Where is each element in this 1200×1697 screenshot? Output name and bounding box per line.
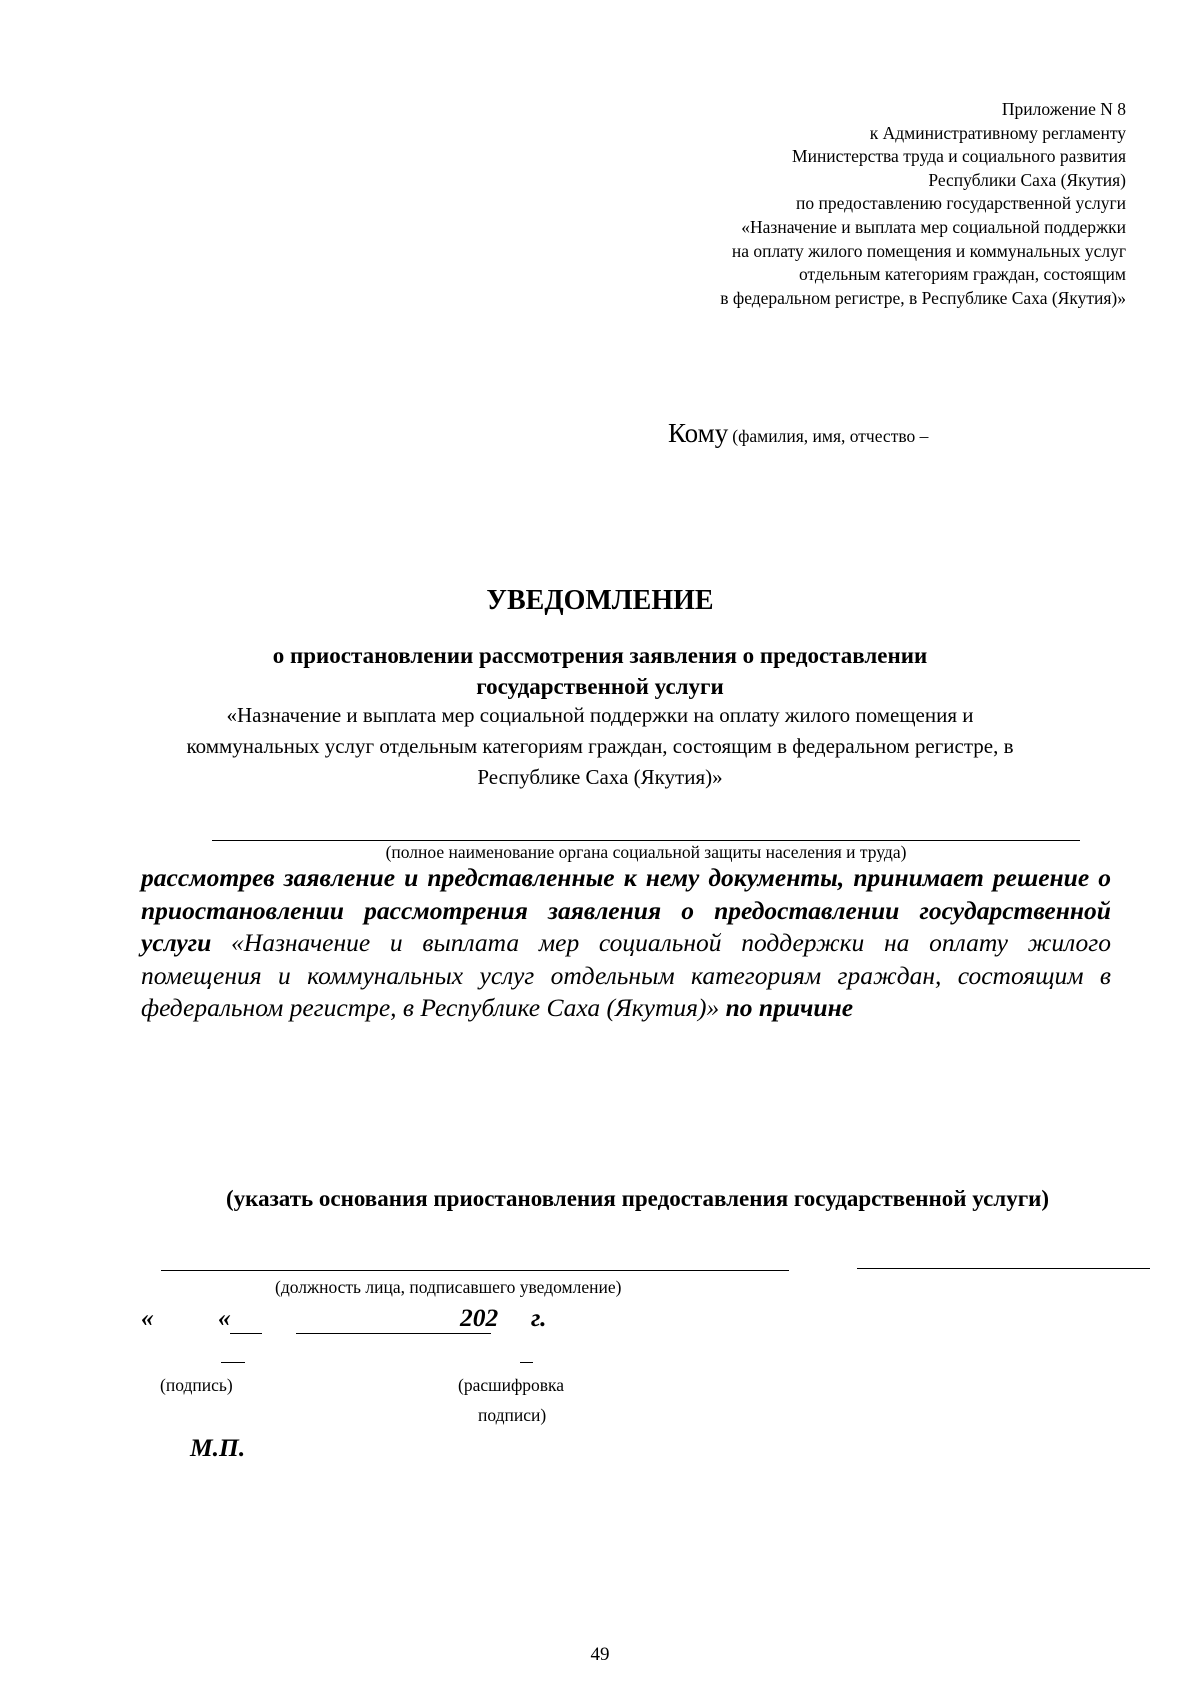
appendix-line: по предоставлению государственной услуги — [796, 193, 1126, 214]
signature-blank-line — [221, 1362, 245, 1363]
position-line — [161, 1270, 789, 1271]
appendix-line: отдельным категориям граждан, состоящим — [798, 264, 1126, 285]
decision-reason: по причине — [725, 993, 854, 1022]
service-name-line: коммунальных услуг отдельным категориям граждан, состоящим в федеральном регистре, в — [186, 734, 1014, 758]
appendix-line: в федеральном регистре, в Республике Саха (Якутия)» — [720, 287, 1126, 308]
signature-caption: (подпись) — [160, 1375, 233, 1395]
appendix-line: Министерства труда и социального развития — [792, 146, 1126, 167]
service-name-line: Республике Саха (Якутия)» — [477, 765, 723, 789]
position-caption: (должность лица, подписавшего уведомление) — [275, 1277, 622, 1297]
stamp-place: М.П. — [190, 1433, 246, 1462]
appendix-line: на оплату жилого помещения и коммунальных услуг — [731, 240, 1126, 261]
appendix-line: Приложение N 8 — [1001, 99, 1126, 119]
appendix-line: Республики Саха (Якутия) — [928, 169, 1126, 190]
suspension-basis: (указать основания приостановления предоставления государственной услуги) — [226, 1186, 1050, 1211]
subtitle-line: государственной услуги — [476, 674, 724, 699]
addressee — [668, 418, 928, 449]
addressee-note: (фамилия, имя, отчество – — [732, 426, 929, 446]
date-quote-open: « — [218, 1303, 231, 1332]
addressee-label: Кому — [668, 418, 729, 448]
signature-line — [857, 1268, 1150, 1269]
appendix-line: к Административному регламенту — [869, 122, 1126, 143]
service-name — [120, 700, 1080, 793]
appendix-header — [566, 98, 1126, 310]
organ-name-line — [212, 840, 1080, 841]
date-year: 202 — [460, 1303, 499, 1332]
decision-paragraph — [141, 862, 1111, 1025]
document-title: УВЕДОМЛЕНИЕ — [486, 585, 714, 616]
month-blank-line — [296, 1333, 491, 1334]
document-subtitle — [150, 640, 1050, 702]
day-blank-line — [230, 1333, 262, 1334]
decoding-caption: (расшифровка — [458, 1375, 565, 1395]
page-number: 49 — [590, 1644, 610, 1665]
decoding-caption: подписи) — [478, 1405, 547, 1425]
decision-text: рассмотрев заявление и представленные к нему документы, принимает решение о приостановлении рассмотрения заявления о предоставлении государственной услуги — [141, 863, 1111, 957]
decoding-blank-line — [520, 1362, 533, 1363]
organ-caption: (полное наименование органа социальной защиты населения и труда) — [385, 842, 907, 862]
appendix-line: «Назначение и выплата мер социальной поддержки — [741, 216, 1126, 237]
service-name-line: «Назначение и выплата мер социальной поддержки на оплату жилого помещения и — [226, 703, 974, 727]
subtitle-line: о приостановлении рассмотрения заявления о предоставлении — [272, 643, 928, 668]
decision-service-name: «Назначение и выплата мер социальной поддержки на оплату жилого помещения и коммунальных услуг отдельным категориям граждан, состоящим в федеральном регистре, в Республике Саха (Якутия)» — [141, 928, 1112, 1022]
date-year-suffix: г. — [531, 1303, 547, 1332]
date-quote-open: « — [141, 1303, 154, 1332]
